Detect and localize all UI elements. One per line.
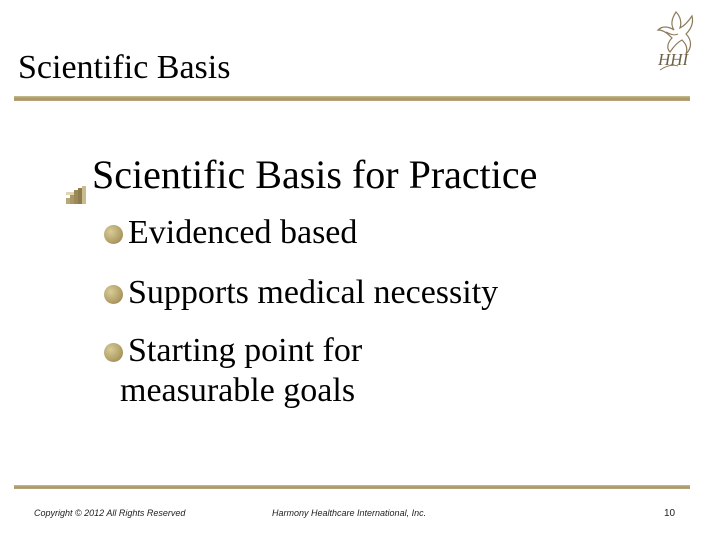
sub-bullet-text: Evidenced based <box>128 214 358 251</box>
footer-divider <box>14 485 690 489</box>
square-gradient-bullet-icon <box>66 168 86 186</box>
sub-bullet-text: Starting point for <box>128 332 363 369</box>
round-bullet-icon <box>104 285 123 304</box>
round-bullet-icon <box>104 343 123 362</box>
sub-bullet-text: Supports medical necessity <box>128 274 499 311</box>
round-bullet-icon <box>104 225 123 244</box>
slide-title: Scientific Basis <box>18 49 231 86</box>
logo-text: HHI <box>658 50 689 69</box>
sub-bullet-text-continued: measurable goals <box>120 372 356 409</box>
title-divider <box>14 96 690 101</box>
page-number: 10 <box>664 508 676 519</box>
footer-company: Harmony Healthcare International, Inc. <box>272 508 427 518</box>
dove-logo-icon <box>652 8 702 74</box>
footer-copyright: Copyright © 2012 All Rights Reserved <box>34 508 186 518</box>
main-bullet-text: Scientific Basis for Practice <box>92 152 538 197</box>
